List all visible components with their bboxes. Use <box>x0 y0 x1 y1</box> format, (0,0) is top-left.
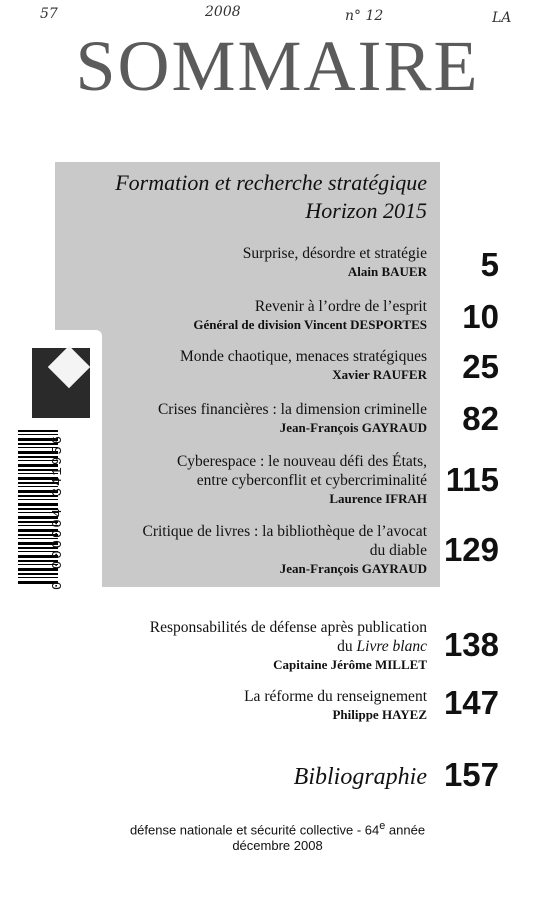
toc-entry[interactable] <box>67 297 427 333</box>
handwritten-issue-number: n° 12 <box>345 8 384 24</box>
toc-entry[interactable] <box>67 244 427 280</box>
entry-author: Capitaine Jérôme MILLET <box>273 657 427 672</box>
footer-publication: défense nationale et sécurité collective - 64e année <box>129 820 426 838</box>
entry-title: La réforme du renseignement <box>244 688 427 705</box>
toc-entry[interactable] <box>67 400 427 436</box>
entry-author: Jean-François GAYRAUD <box>279 420 427 435</box>
entry-page-number: 10 <box>462 298 499 335</box>
entry-page-number: 115 <box>445 461 499 498</box>
entry-title: Critique de livres : la bibliothèque de l’avocat <box>142 523 427 540</box>
entry-page-number: 147 <box>443 684 499 721</box>
handwritten-year: 2008 <box>205 4 241 20</box>
footer <box>0 818 555 854</box>
entry-title: Cyberespace : le nouveau défi des États, <box>176 453 427 470</box>
entry-author: Laurence IFRAH <box>329 491 427 506</box>
barcode-sticker <box>12 330 102 600</box>
entry-author: Xavier RAUFER <box>332 367 427 382</box>
toc-entry[interactable] <box>67 522 427 577</box>
entry-title: Responsabilités de défense après publication <box>149 619 427 636</box>
entry-author: Jean-François GAYRAUD <box>279 561 427 576</box>
entry-title: Monde chaotique, menaces stratégiques <box>179 348 427 365</box>
entry-title: Revenir à l’ordre de l’esprit <box>254 298 427 315</box>
footer-date: décembre 2008 <box>232 838 323 854</box>
entry-page-number: 25 <box>462 348 499 385</box>
barcode-digits: 0 000004 341956 <box>50 433 66 590</box>
section-heading-line2: Horizon 2015 <box>305 198 427 223</box>
entry-author: Philippe HAYEZ <box>332 707 427 722</box>
bibliographie-page-number: 157 <box>443 756 499 793</box>
library-logo-icon <box>32 348 90 418</box>
entry-title-cont: du diable <box>369 542 427 559</box>
entry-author: Général de division Vincent DESPORTES <box>193 317 427 332</box>
entry-page-number: 129 <box>443 531 499 568</box>
entry-page-number: 82 <box>462 400 499 437</box>
handwritten-note-57: 57 <box>40 6 58 22</box>
entry-title: Surprise, désordre et stratégie <box>242 245 427 262</box>
toc-entry[interactable] <box>67 347 427 383</box>
section-heading-line1: Formation et recherche stratégique <box>115 170 427 195</box>
entry-page-number: 5 <box>480 246 499 283</box>
toc-entry[interactable] <box>67 687 427 723</box>
bibliographie-heading[interactable]: Bibliographie <box>293 764 427 790</box>
page-title: SOMMAIRE <box>75 26 480 106</box>
entry-page-number: 138 <box>443 626 499 663</box>
handwritten-initials: LA <box>492 10 512 26</box>
toc-entry[interactable] <box>67 618 427 673</box>
entry-author: Alain BAUER <box>347 264 427 279</box>
entry-title-cont: entre cyberconflit et cybercriminalité <box>196 472 427 489</box>
entry-title-cont: du Livre blanc <box>337 638 427 655</box>
entry-title: Crises financières : la dimension criminelle <box>157 401 427 418</box>
toc-entry[interactable] <box>67 452 427 507</box>
